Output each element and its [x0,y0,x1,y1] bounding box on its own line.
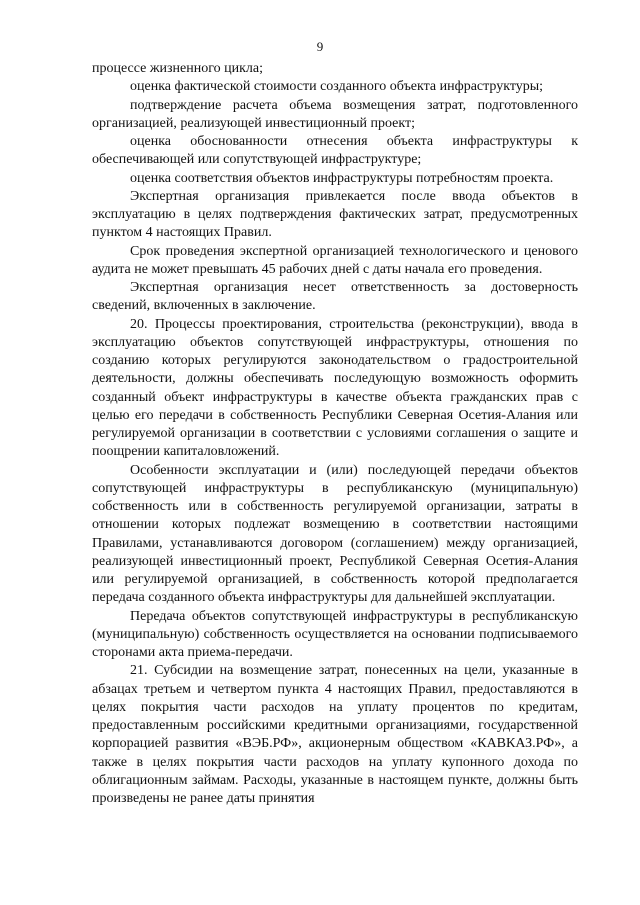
paragraph: Экспертная организация несет ответственность за достоверность сведений, включенных в заключение. [92,280,578,314]
paragraph: Особенности эксплуатации и (или) последующей передачи объектов сопутствующей инфраструктуры в республиканскую (муниципальную) собственность или в собственность регулируемой организации, затраты в отношении которых подлежат возмещению в соответствии настоящими Правилами, устанавливаются договором (соглашением) между организацией, реализующей инвестиционный проект, Республикой Северная Осетия-Алания или регулируемой организацией, в собственность которой предполагается передача созданного объекта инфраструктуры для дальнейшей эксплуатации. [92,462,578,606]
paragraph: Экспертная организация привлекается после ввода объектов в эксплуатацию в целях подтверждения фактических затрат, предусмотренных пунктом 4 настоящих Правил. [92,188,578,241]
paragraph: 21. Субсидии на возмещение затрат, понесенных на цели, указанные в абзацах третьем и четвертом пункта 4 настоящих Правил, предоставляются в целях покрытия части расходов на уплату процентов по кредитам, предоставленным российскими кредитными организациями, государственной корпорацией развития «ВЭБ.РФ», акционерным обществом «КАВКАЗ.РФ», а также в целях покрытия части расходов на уплату купонного дохода по облигационным займам. Расходы, указанные в настоящем пункте, должны быть произведены не ранее даты принятия [92,663,578,806]
paragraph: процессе жизненного цикла; [92,61,264,76]
body-text [92,60,578,808]
paragraph: оценка обоснованности отнесения объекта инфраструктуры к обеспечивающей или сопутствующей инфраструктуре; [92,134,578,168]
paragraph: Передача объектов сопутствующей инфраструктуры в республиканскую (муниципальную) собственность осуществляется на основании подписываемого сторонами акта приема-передачи. [92,608,578,660]
paragraph: Срок проведения экспертной организацией технологического и ценового аудита не может превышать 45 рабочих дней с даты начала его проведения. [92,243,578,277]
page-number: 9 [316,39,324,54]
paragraph: подтверждение расчета объема возмещения затрат, подготовленного организацией, реализующей инвестиционный проект; [92,97,578,131]
paragraph: 20. Процессы проектирования, строительства (реконструкции), ввода в эксплуатацию объектов сопутствующей инфраструктуры, отношения по созданию которых регулируются законодательством о градостроительной деятельности, должны обеспечивать последующую возможность оформить созданный объект инфраструктуры в качестве объекта гражданских прав с целью его передачи в собственность Республики Северная Осетия-Алания или регулируемой организации в соответствии с условиями соглашения о защите и поощрении капиталовложений. [92,316,578,460]
paragraph: оценка соответствия объектов инфраструктуры потребностям проекта. [130,170,554,186]
paragraph: оценка фактической стоимости созданного объекта инфраструктуры; [130,79,544,95]
